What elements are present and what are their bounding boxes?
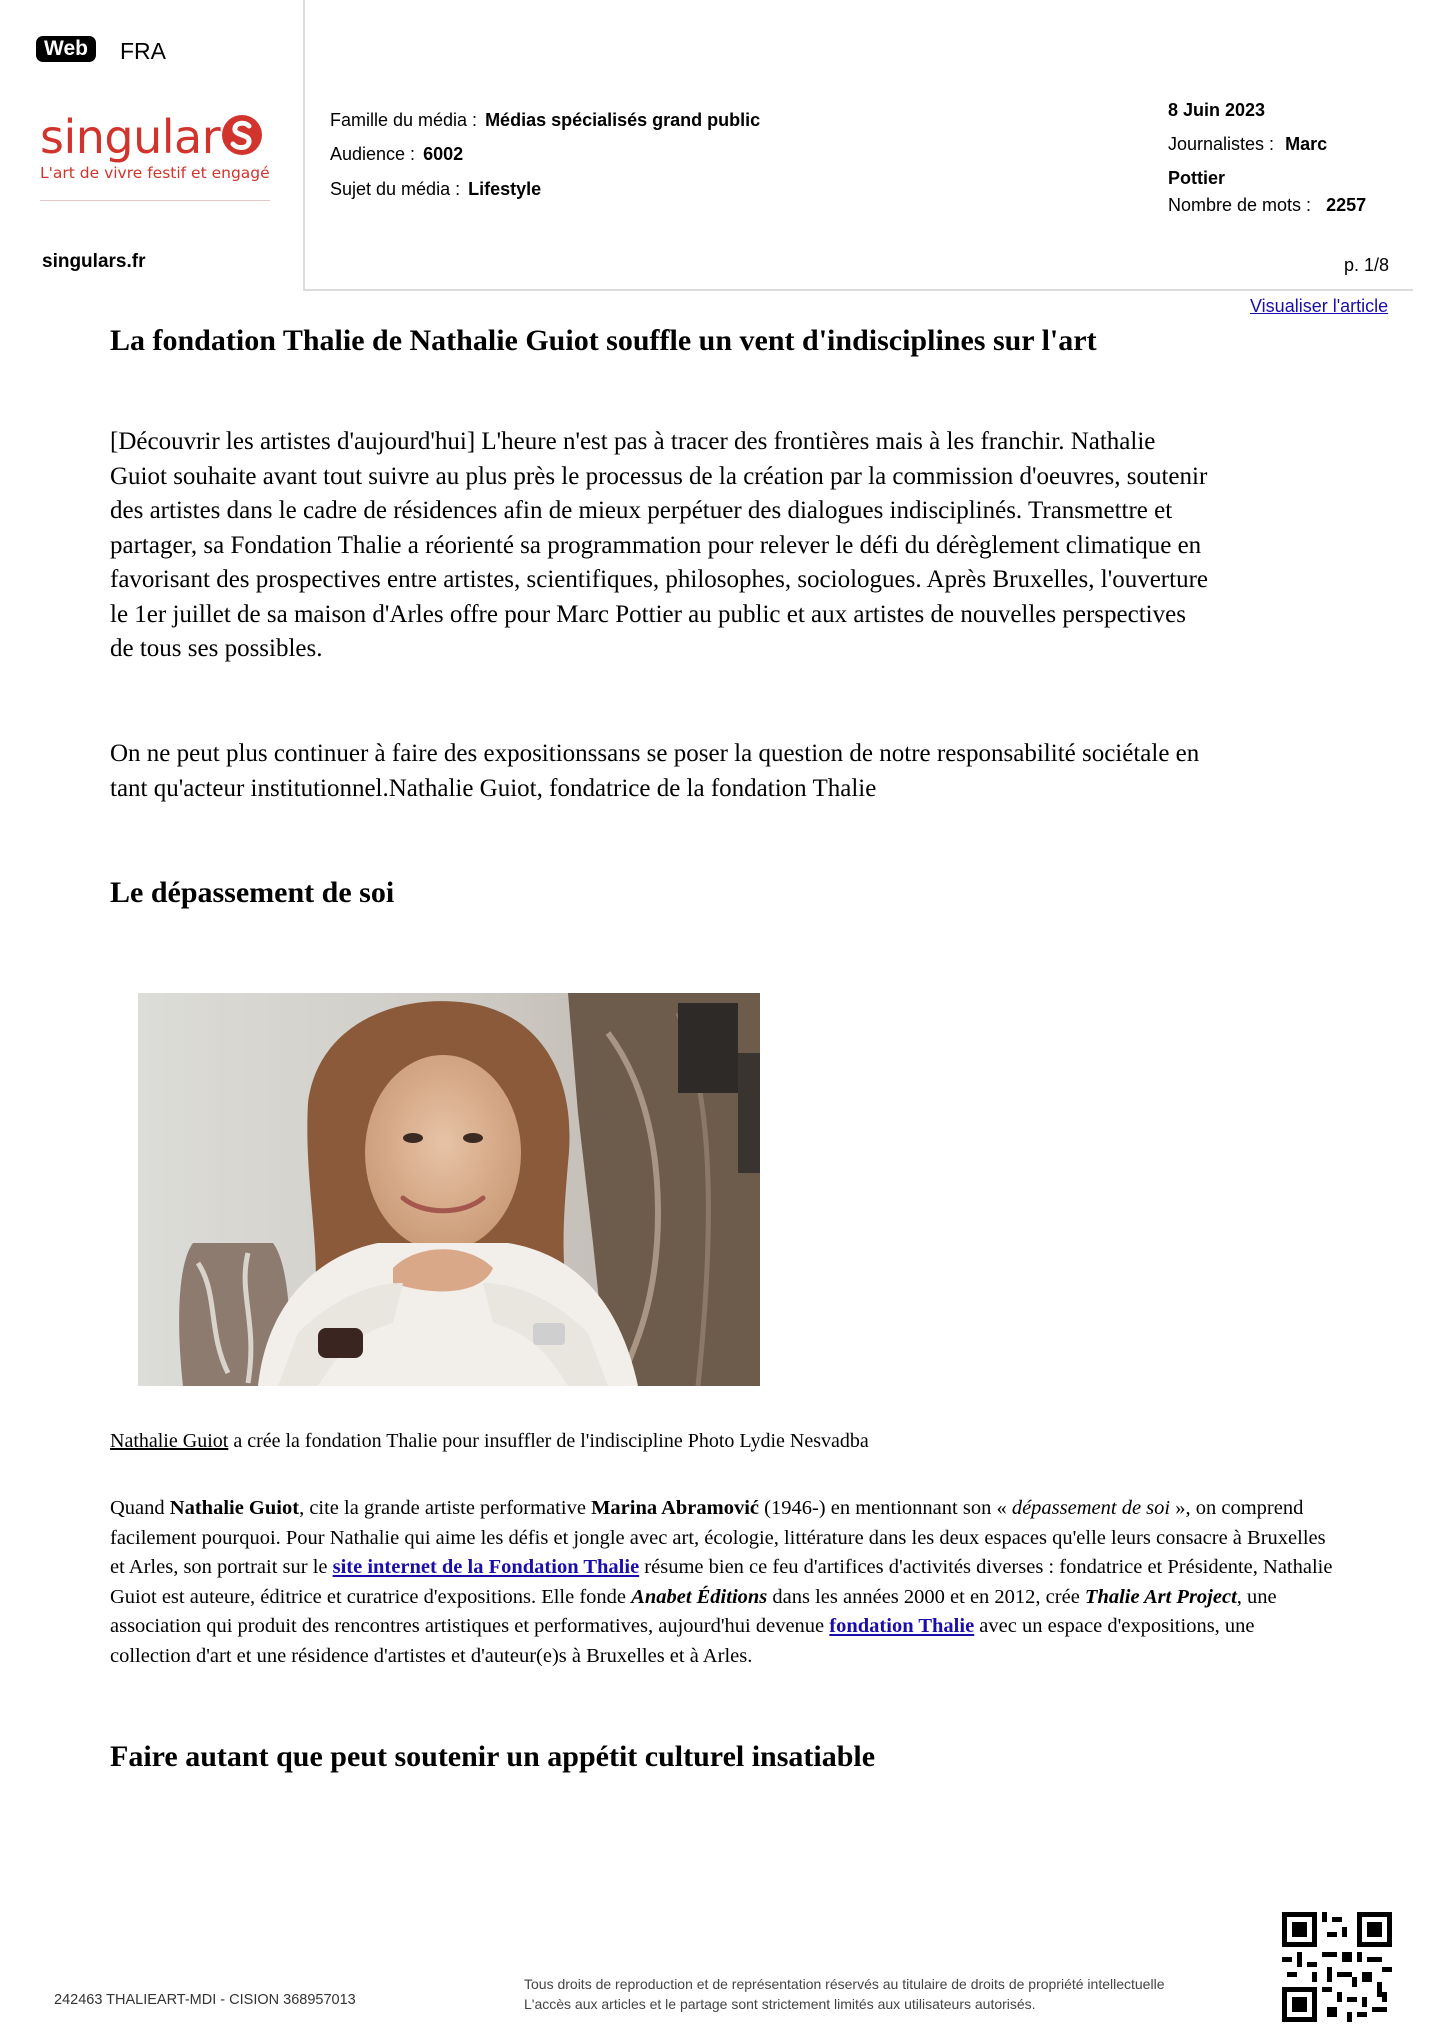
media-subject-value: Lifestyle	[468, 179, 542, 199]
logo-wordmark: singular	[40, 110, 221, 164]
rights-notice	[524, 1974, 1164, 2014]
audience-value: 6002	[423, 144, 464, 164]
logo-tagline: L'art de vivre festif et engagé	[40, 164, 270, 182]
word-count-label: Nombre de mots :	[1168, 195, 1312, 215]
rights-line-1: Tous droits de reproduction et de représentation réservés au titulaire de droits de propriété intellectuelle	[524, 1976, 1165, 1992]
logo-s-icon	[222, 115, 262, 155]
rights-line-2: L'accès aux articles et le partage sont strictement limités aux utilisateurs autorisés.	[524, 1996, 1036, 2012]
journalists-label: Journalistes :	[1168, 134, 1275, 154]
view-article-link[interactable]: Visualiser l'article	[1250, 296, 1389, 316]
journalist-first-name: Marc	[1285, 134, 1328, 154]
site-name: singulars.fr	[42, 251, 146, 272]
journalists	[1168, 134, 1327, 155]
language-label: FRA	[120, 38, 166, 64]
caption-text: a crée la fondation Thalie pour insuffler de l'indiscipline Photo Lydie Nesvadba	[228, 1430, 869, 1452]
media-family	[330, 110, 760, 131]
audience	[330, 144, 463, 165]
document-id: 242463 THALIEART-MDI - CISION 368957013	[54, 1992, 356, 2008]
header-vertical-divider	[303, 0, 305, 290]
fondation-website-link[interactable]: site internet de la Fondation Thalie	[332, 1556, 640, 1578]
article-quote: On ne peut plus continuer à faire des expositionssans se poser la question de notre responsabilité sociétale en tant qu'acteur institutionnel.Nathalie Guiot, fondatrice de la fondation Thalie	[110, 740, 1200, 802]
page-number: p. 1/8	[1344, 255, 1390, 275]
singulars-logo	[40, 110, 270, 196]
article-lead: [Découvrir les artistes d'aujourd'hui] L'heure n'est pas à tracer des frontières mais à les franchir. Nathalie Guiot souhaite avant tout suivre au plus près le processus de la création par la commission d'oeuvres, soutenir des artistes dans le cadre de résidences afin de mieux perpétuer des dialogues indisciplinés. Transmettre et partager, sa Fondation Thalie a réorienté sa programmation pour relever le défi du dérèglement climatique en favorisant des prospectives entre artistes, scientifiques, philosophes, sociologues. Après Bruxelles, l'ouverture le 1er juillet de sa maison d'Arles offre pour Marc Pottier au public et aux artistes de nouvelles perspectives de tous ses possibles.	[110, 428, 1208, 662]
article-body: Quand Nathalie Guiot, cite la grande artiste performative Marina Abramović (1946-) en mentionnant son « dépassement de soi », on comprend facilement pourquoi. Pour Nathalie qui aime les défis et jongle avec art, écologie, littérature dans les deux espaces qu'elle leurs consacre à Bruxelles et Arles, son portrait sur le site internet de la Fondation Thalie résume bien ce feu d'artifices d'activités diverses : fondatrice et Présidente, Nathalie Guiot est auteure, éditrice et curatrice d'expositions. Elle fonde Anabet Éditions dans les années 2000 et en 2012, crée Thalie Art Project, une association qui produit des rencontres artistiques et performatives, aujourd'hui devenue fondation Thalie avec un espace d'expositions, une collection d'art et une résidence d'artistes et d'auteur(e)s à Bruxelles et à Arles.	[110, 1497, 1333, 1667]
media-family-label: Famille du média :	[330, 110, 478, 130]
web-badge: Web	[36, 36, 96, 62]
article-title: La fondation Thalie de Nathalie Guiot souffle un vent d'indisciplines sur l'art	[110, 324, 1097, 357]
caption-name-link[interactable]: Nathalie Guiot	[110, 1430, 229, 1452]
word-count	[1168, 195, 1366, 216]
media-family-value: Médias spécialisés grand public	[485, 110, 761, 130]
section-heading-depassement: Le dépassement de soi	[110, 876, 395, 909]
photo-caption	[110, 1430, 869, 1453]
word-count-value: 2257	[1326, 195, 1367, 215]
logo-divider	[40, 200, 270, 201]
publication-date: 8 Juin 2023	[1168, 100, 1266, 120]
fondation-thalie-link[interactable]: fondation Thalie	[829, 1615, 975, 1637]
section-heading-appetit: Faire autant que peut soutenir un appétit culturel insatiable	[110, 1740, 876, 1773]
media-subject-label: Sujet du média :	[330, 179, 461, 199]
audience-label: Audience :	[330, 144, 416, 164]
journalist-last-name: Pottier	[1168, 168, 1226, 188]
media-subject	[330, 179, 541, 200]
qr-code-icon	[1282, 1912, 1392, 2022]
portrait-photo	[138, 993, 760, 1386]
header-horizontal-divider	[303, 289, 1413, 291]
